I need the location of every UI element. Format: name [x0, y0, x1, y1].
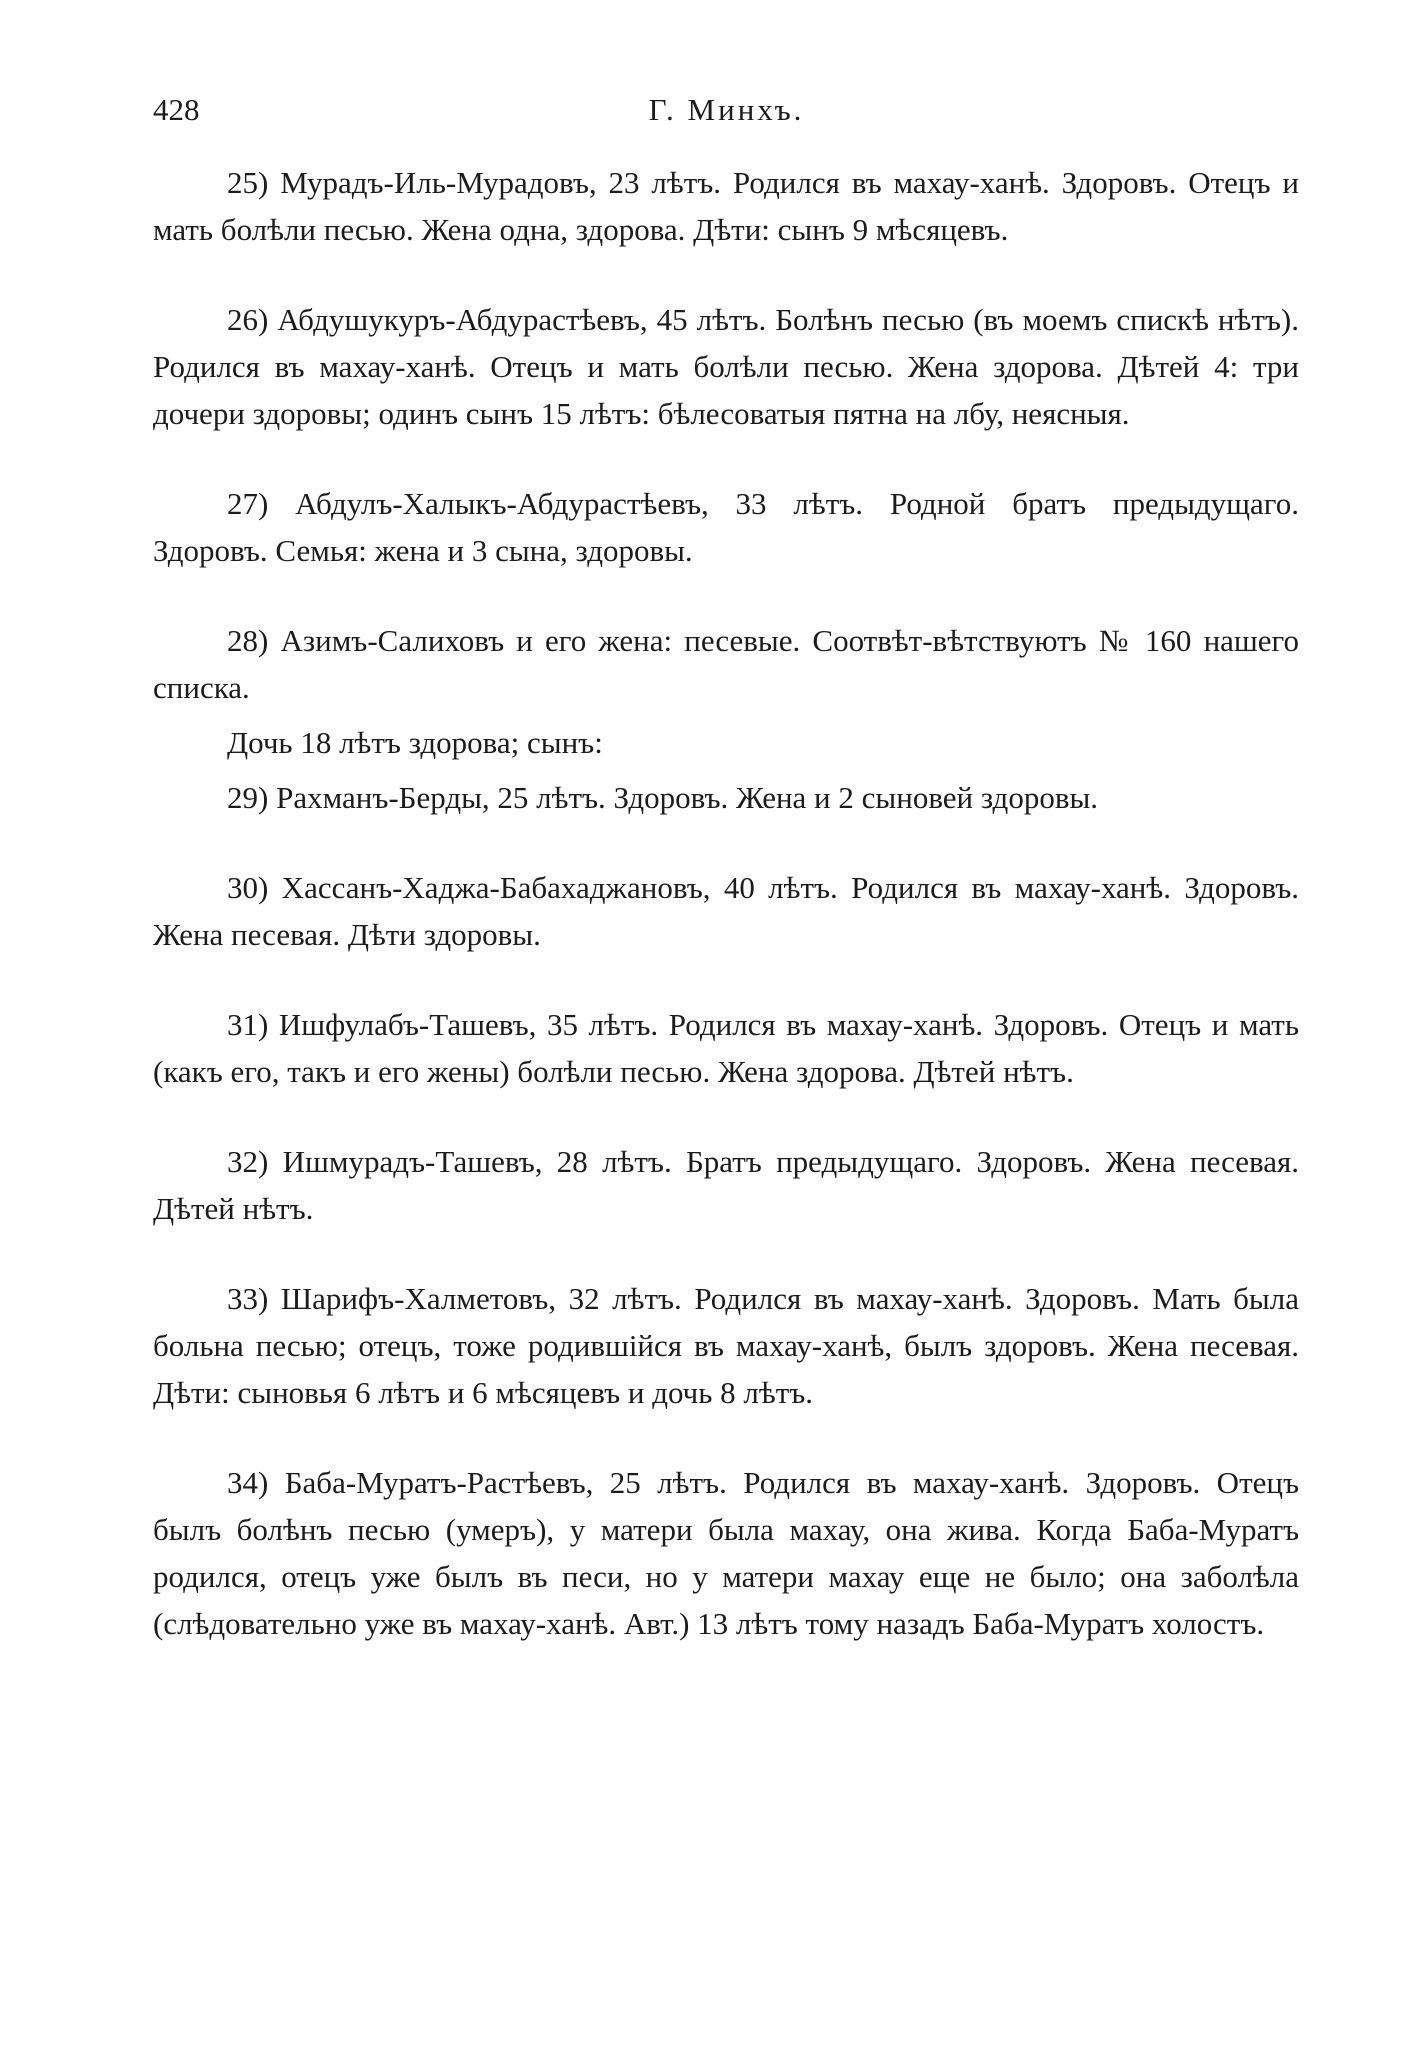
- entry-32: 32) Ишмурадъ-Ташевъ, 28 лѣтъ. Братъ предыдущаго. Здоровъ. Жена песевая. Дѣтей нѣтъ.: [153, 1144, 1299, 1226]
- page-header: [153, 86, 1300, 133]
- entry-33: 33) Шарифъ-Халметовъ, 32 лѣтъ. Родился въ махау-ханѣ. Здоровъ. Мать была больна песью; отецъ, тоже родившійся въ махау-ханѣ, былъ здоровъ. Жена песевая. Дѣти: сыновья 6 лѣтъ и 6 мѣсяцевъ и дочь 8 лѣтъ.: [153, 1281, 1299, 1410]
- entry-25: 25) Мурадъ-Иль-Мурадовъ, 23 лѣтъ. Родился въ махау-ханѣ. Здоровъ. Отецъ и мать болѣли песью. Жена одна, здорова. Дѣти: сынъ 9 мѣсяцевъ.: [153, 165, 1299, 247]
- entry-30: 30) Хассанъ-Хаджа-Бабахаджановъ, 40 лѣтъ. Родился въ махау-ханѣ. Здоровъ. Жена песевая. Дѣти здоровы.: [153, 870, 1299, 952]
- entry-31: 31) Ишфулабъ-Ташевъ, 35 лѣтъ. Родился въ махау-ханѣ. Здоровъ. Отецъ и мать (какъ его, такъ и его жены) болѣли песью. Жена здорова. Дѣтей нѣтъ.: [153, 1007, 1299, 1089]
- entry-28-continuation: Дочь 18 лѣтъ здорова; сынъ:: [227, 725, 603, 760]
- running-title: Г. Минхъ.: [648, 92, 805, 127]
- entry-28: 28) Азимъ-Салиховъ и его жена: песевые. Соотвѣт-вѣтствуютъ № 160 нашего списка.: [153, 623, 1299, 705]
- entry-27: 27) Абдулъ-Халыкъ-Абдурастѣевъ, 33 лѣтъ. Родной братъ предыдущаго. Здоровъ. Семья: жена и 3 сына, здоровы.: [153, 486, 1299, 568]
- page-number: 428: [153, 92, 200, 127]
- entry-29: 29) Рахманъ-Берды, 25 лѣтъ. Здоровъ. Жена и 2 сыновей здоровы.: [227, 780, 1099, 815]
- entry-34: 34) Баба-Муратъ-Растѣевъ, 25 лѣтъ. Родился въ махау-ханѣ. Здоровъ. Отецъ былъ болѣнъ песью (умеръ), у матери была махау, она жива. Когда Баба-Муратъ родился, отецъ уже былъ въ песи, но у матери махау еще не было; она заболѣла (слѣдовательно уже въ махау-ханѣ. Авт.) 13 лѣтъ тому назадъ Баба-Муратъ холостъ.: [153, 1465, 1299, 1641]
- page-body: [153, 159, 1299, 1647]
- entry-26: 26) Абдушукуръ-Абдурастѣевъ, 45 лѣтъ. Болѣнъ песью (въ моемъ спискѣ нѣтъ). Родился въ махау-ханѣ. Отецъ и мать болѣли песью. Жена здорова. Дѣтей 4: три дочери здоровы; одинъ сынъ 15 лѣтъ: бѣлесоватыя пятна на лбу, неясныя.: [153, 302, 1299, 431]
